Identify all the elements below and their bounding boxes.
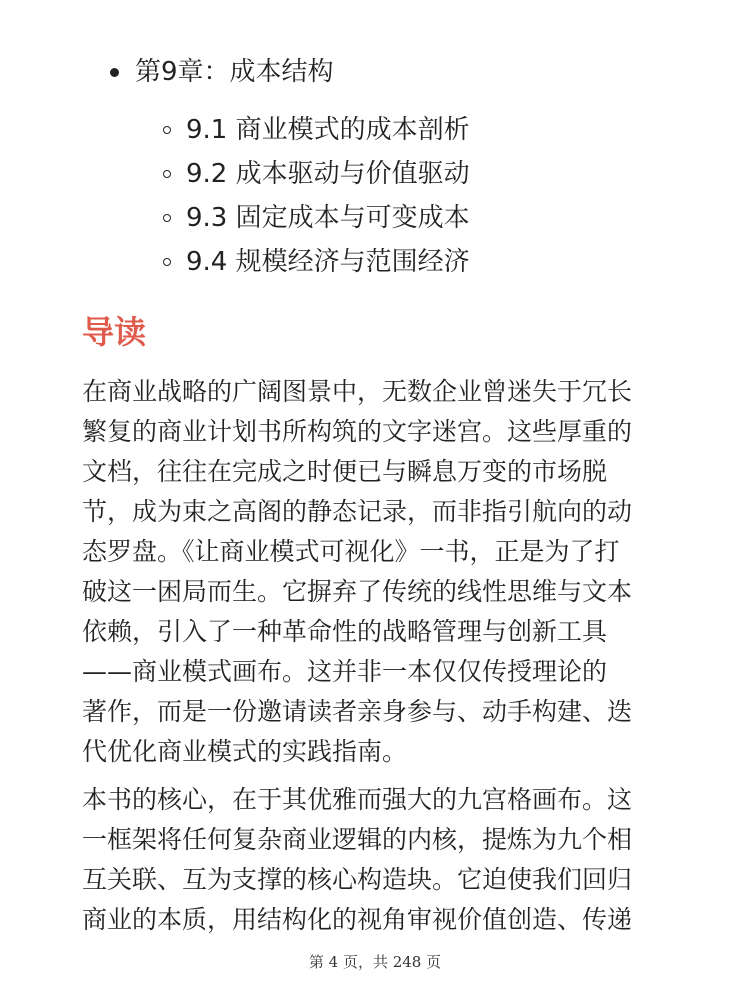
paragraph-line: 繁复的商业计划书所构筑的文字迷宫。这些厚重的 <box>82 417 633 446</box>
intro-paragraph-2 <box>82 780 672 940</box>
paragraph-line: ——商业模式画布。这并非一本仅仅传授理论的 <box>82 657 608 686</box>
paragraph-line: 互关联、互为支撑的核心构造块。它迫使我们回归 <box>82 865 633 894</box>
bullet-circle-icon <box>163 258 171 266</box>
chapter-list-item <box>110 52 334 92</box>
paragraph-line: 依赖，引入了一种革命性的战略管理与创新工具 <box>82 617 608 646</box>
paragraph-line: 本书的核心，在于其优雅而强大的九宫格画布。这 <box>82 785 633 814</box>
section-label: 9.2 成本驱动与价值驱动 <box>186 159 470 189</box>
paragraph-line: 节，成为束之高阁的静态记录，而非指引航向的动 <box>82 497 633 526</box>
bullet-circle-icon <box>163 214 171 222</box>
intro-paragraph-1 <box>82 372 672 772</box>
section-label: 9.1 商业模式的成本剖析 <box>186 115 470 145</box>
paragraph-line: 代优化商业模式的实践指南。 <box>82 737 408 766</box>
page-number-footer: 第 4 页，共 248 页 <box>308 953 442 971</box>
intro-heading: 导读 <box>82 313 147 351</box>
section-list <box>163 108 470 284</box>
paragraph-line: 态罗盘。《让商业模式可视化》一书，正是为了打 <box>82 537 620 566</box>
section-label: 9.4 规模经济与范围经济 <box>186 247 470 277</box>
section-item <box>163 108 470 152</box>
paragraph-line: 商业的本质，用结构化的视角审视价值创造、传递 <box>82 905 633 934</box>
bullet-circle-icon <box>163 126 171 134</box>
paragraph-line: 文档，往往在完成之时便已与瞬息万变的市场脱 <box>82 457 608 486</box>
bullet-circle-icon <box>163 170 171 178</box>
section-label: 9.3 固定成本与可变成本 <box>186 203 470 233</box>
section-item <box>163 240 470 284</box>
paragraph-line: 在商业战略的广阔图景中，无数企业曾迷失于冗长 <box>82 377 633 406</box>
paragraph-line: 著作，而是一份邀请读者亲身参与、动手构建、迭 <box>82 697 633 726</box>
paragraph-line: 破这一困局而生。它摒弃了传统的线性思维与文本 <box>82 577 633 606</box>
chapter-title: 第9章：成本结构 <box>135 57 334 87</box>
section-item <box>163 152 470 196</box>
section-item <box>163 196 470 240</box>
paragraph-line: 一框架将任何复杂商业逻辑的内核，提炼为九个相 <box>82 825 633 854</box>
bullet-disc-icon <box>110 68 119 77</box>
